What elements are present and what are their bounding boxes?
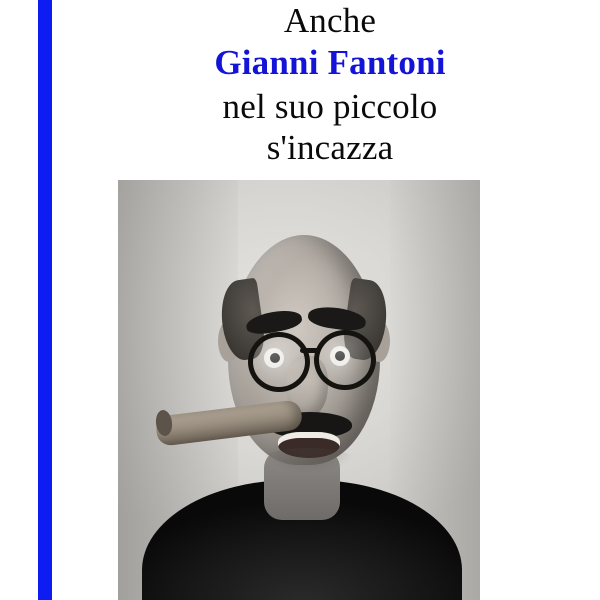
- subject-chin-shadow: [260, 448, 356, 474]
- headline-block: [80, 0, 580, 167]
- left-blue-bar: [38, 0, 52, 600]
- headline-name: Gianni Fantoni: [214, 42, 446, 82]
- portrait-photo: [118, 180, 480, 600]
- headline-line-3: nel suo piccolo: [222, 86, 438, 126]
- headline-line-4: s'incazza: [266, 128, 394, 168]
- glasses-lens-left: [248, 332, 310, 392]
- glasses-lens-right: [314, 330, 376, 390]
- headline-line-1: Anche: [283, 1, 377, 40]
- glasses-bridge: [300, 348, 320, 353]
